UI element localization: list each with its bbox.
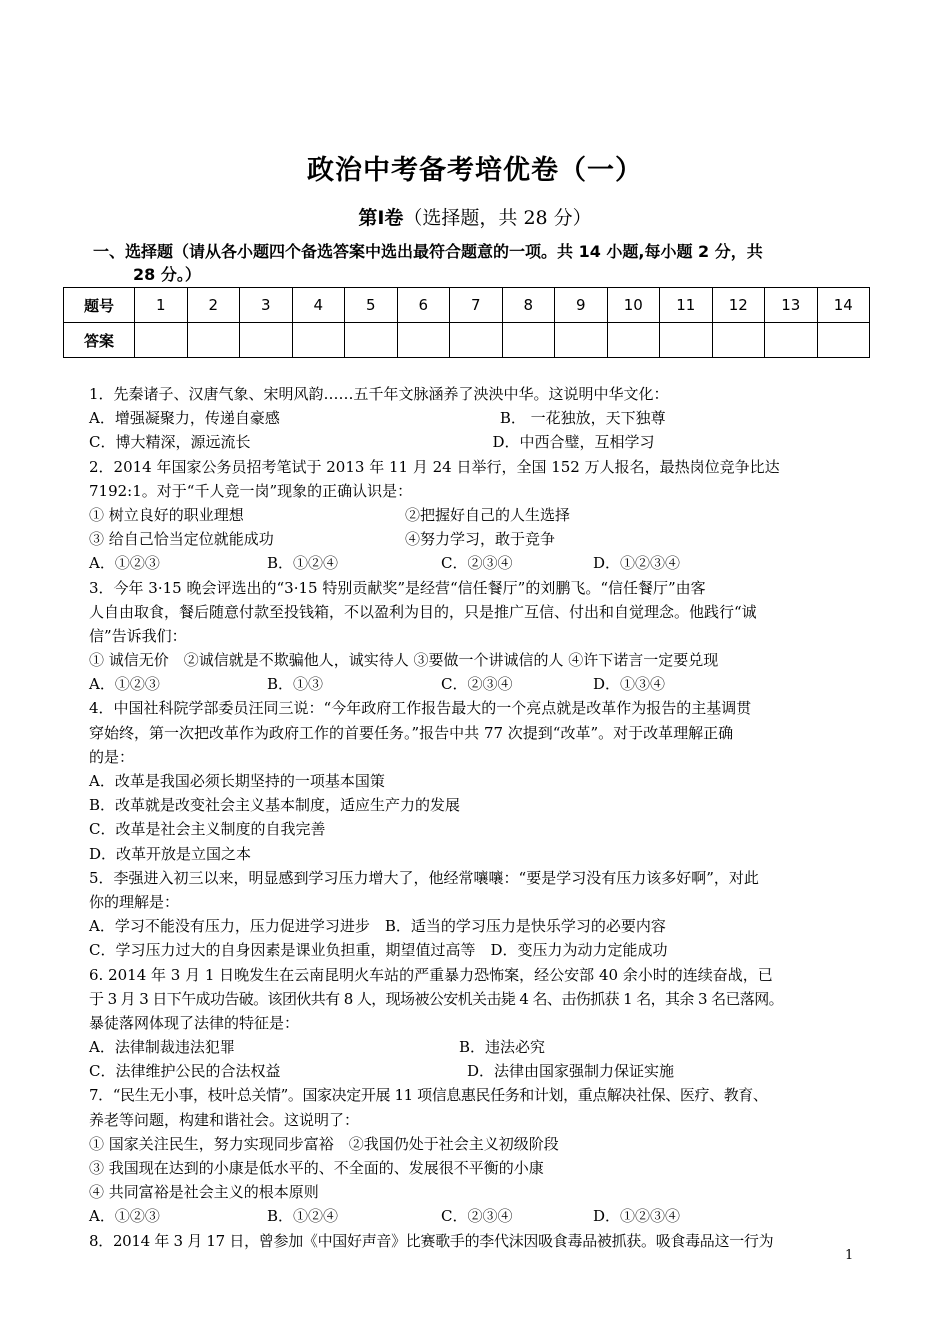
question-number-cell: 4: [292, 288, 345, 323]
q1-options-ab: [89, 406, 864, 430]
exam-title: 政治中考备考培优卷（一）: [307, 155, 643, 186]
q7-option-c: C．②③④: [441, 1207, 513, 1226]
q7-option-b: B．①②④: [267, 1207, 339, 1226]
answer-row-label: 答案: [64, 323, 135, 358]
q7-stem-line2: 养老等问题，构建和谐社会。这说明了：: [89, 1110, 360, 1129]
q5-stem-line1: 5．李强进入初三以来，明显感到学习压力增大了，他经常嚷嚷：“要是学习没有压力该多好啊”，对此: [89, 868, 759, 887]
question-number-cell: 6: [397, 288, 450, 323]
q1-option-b: B． 一花独放，天下独尊: [499, 409, 666, 428]
answer-cell[interactable]: [135, 323, 188, 358]
q6-option-a: A．法律制裁违法犯罪: [89, 1038, 235, 1057]
answer-row: [64, 323, 870, 358]
q3-option-b: B．①③: [267, 675, 324, 694]
q3-options: [89, 672, 864, 696]
question-number-cell: 3: [240, 288, 293, 323]
section-instructions-line1: 一、选择题（请从各小题四个备选答案中选出最符合题意的一项。共 14 小题,每小题 2 分，共: [93, 242, 763, 261]
q1-option-d: D．中西合璧，互相学习: [492, 433, 655, 452]
question-number-cell: 1: [135, 288, 188, 323]
q6-option-b: B．违法必究: [459, 1038, 546, 1057]
section-instructions-line2: 28 分。）: [133, 265, 201, 284]
q5-options-ab: A．学习不能没有压力，压力促进学习进步 B．适当的学习压力是快乐学习的必要内容: [89, 917, 666, 936]
q7-option-a: A．①②③: [89, 1207, 160, 1226]
q3-option-a: A．①②③: [89, 675, 160, 694]
q3-stem-line3: 信”告诉我们：: [89, 626, 187, 645]
q3-stem-line2: 人自由取食，餐后随意付款至投钱箱，不以盈利为目的，只是推广互信、付出和自觉理念。他践行“诚: [89, 602, 757, 621]
answer-cell[interactable]: [240, 323, 293, 358]
answer-cell[interactable]: [397, 323, 450, 358]
q7-option-d: D．①②③④: [593, 1207, 681, 1226]
number-row: [64, 288, 870, 323]
question-number-cell: 10: [607, 288, 660, 323]
q7-stem-line1: 7．“民生无小事，枝叶总关情”。国家决定开展 11 项信息惠民任务和计划，重点解决社保、医疗、教育、: [89, 1086, 768, 1105]
q4-option-b: B．改革就是改变社会主义基本制度，适应生产力的发展: [89, 796, 461, 815]
question-number-cell: 11: [660, 288, 713, 323]
question-number-cell: 13: [765, 288, 818, 323]
question-number-cell: 14: [817, 288, 870, 323]
q2-statements-34: [89, 527, 864, 551]
question-number-cell: 2: [187, 288, 240, 323]
answer-cell[interactable]: [187, 323, 240, 358]
q4-option-a: A．改革是我国必须长期坚持的一项基本国策: [89, 772, 385, 790]
part-subtitle: [0, 203, 950, 230]
number-row-label: 题号: [64, 288, 135, 323]
question-list: [89, 382, 864, 1253]
q2-statement-4: ④努力学习，敢于竞争: [405, 530, 556, 549]
q2-statement-1: ① 树立良好的职业理想: [89, 505, 244, 524]
answer-cell[interactable]: [345, 323, 398, 358]
q7-options: [89, 1204, 864, 1228]
q3-statements: ① 诚信无价 ②诚信就是不欺骗他人，诚实待人 ③要做一个讲诚信的人 ④许下诺言一定要兑现: [89, 651, 719, 670]
q6-options-ab: [89, 1035, 864, 1059]
q4-stem-line2: 穿始终，第一次把改革作为政府工作的首要任务。”报告中共 77 次提到“改革”。对于改革理解正确: [89, 723, 734, 742]
q4-stem-line3: 的是：: [89, 747, 135, 766]
q2-option-d: D．①②③④: [593, 554, 681, 573]
question-number-cell: 9: [555, 288, 608, 323]
q4-option-d: D．改革开放是立国之本: [89, 844, 252, 863]
q2-option-a: A．①②③: [89, 554, 160, 573]
q1-option-a: A．增强凝聚力，传递自豪感: [89, 409, 280, 428]
question-number-cell: 12: [712, 288, 765, 323]
q2-options: [89, 551, 864, 575]
part-description: （选择题，共 28 分）: [403, 207, 592, 229]
answer-cell[interactable]: [660, 323, 713, 358]
q6-stem-line2: 于 3 月 3 日下午成功告破。该团伙共有 8 人，现场被公安机关击毙 4 名、击伤抓获 1 名，其余 3 名已落网。: [89, 989, 784, 1008]
q6-option-c: C．法律维护公民的合法权益: [89, 1062, 281, 1081]
q2-stem-line2: 7192:1。对于“千人竞一岗”现象的正确认识是：: [89, 481, 413, 500]
page-number: 1: [845, 1248, 854, 1263]
q3-option-c: C．②③④: [441, 675, 513, 694]
answer-cell[interactable]: [502, 323, 555, 358]
answer-cell[interactable]: [712, 323, 765, 358]
q3-option-d: D．①③④: [593, 675, 666, 694]
question-number-cell: 8: [502, 288, 555, 323]
q6-stem-line1: 6. 2014 年 3 月 1 日晚发生在云南昆明火车站的严重暴力恐怖案，经公安部 40 余小时的连续奋战，已: [89, 965, 773, 984]
q1-options-cd: [89, 430, 864, 454]
q2-stem-line1: 2．2014 年国家公务员招考笔试于 2013 年 11 月 24 日举行，全国 152 万人报名，最热岗位竞争比达: [89, 457, 780, 476]
q7-statements-12: ① 国家关注民生，努力实现同步富裕 ②我国仍处于社会主义初级阶段: [89, 1134, 559, 1153]
q2-statement-3: ③ 给自己恰当定位就能成功: [89, 530, 274, 549]
q2-statement-2: ②把握好自己的人生选择: [405, 505, 571, 524]
q2-option-b: B．①②④: [267, 554, 339, 573]
q2-statements-12: [89, 503, 864, 527]
q7-statement-4: ④ 共同富裕是社会主义的根本原则: [89, 1183, 319, 1202]
answer-cell[interactable]: [765, 323, 818, 358]
q7-statement-3: ③ 我国现在达到的小康是低水平的、不全面的、发展很不平衡的小康: [89, 1159, 544, 1177]
section-heading: [93, 240, 873, 286]
answer-cell[interactable]: [555, 323, 608, 358]
q4-option-c: C．改革是社会主义制度的自我完善: [89, 820, 326, 839]
question-number-cell: 7: [450, 288, 503, 323]
q6-stem-line3: 暴徒落网体现了法律的特征是：: [89, 1013, 300, 1032]
q8-stem-line1: 8．2014 年 3 月 17 日，曾参加《中国好声音》比赛歌手的李代沫因吸食毒品被抓获。吸食毒品这一行为: [89, 1231, 774, 1250]
q6-options-cd: [89, 1059, 864, 1083]
q5-options-cd: C．学习压力过大的自身因素是课业负担重，期望值过高等 D．变压力为动力定能成功: [89, 941, 668, 960]
question-number-cell: 5: [345, 288, 398, 323]
q6-option-d: D．法律由国家强制力保证实施: [467, 1062, 675, 1081]
answer-cell[interactable]: [607, 323, 660, 358]
q3-stem-line1: 3．今年 3·15 晚会评选出的“3·15 特别贡献奖”是经营“信任餐厅”的刘鹏飞。“信任餐厅”由客: [89, 578, 706, 597]
answer-grid: [63, 287, 870, 358]
q2-option-c: C．②③④: [441, 554, 513, 573]
answer-cell[interactable]: [450, 323, 503, 358]
answer-cell[interactable]: [817, 323, 870, 358]
q5-stem-line2: 你的理解是：: [89, 892, 180, 911]
part-label: 第Ⅰ卷: [358, 207, 404, 229]
q4-stem-line1: 4．中国社科院学部委员汪同三说：“今年政府工作报告最大的一个亮点就是改革作为报告的主基调贯: [89, 699, 752, 718]
answer-cell[interactable]: [292, 323, 345, 358]
q1-stem: 1．先秦诸子、汉唐气象、宋明风韵……五千年文脉涵养了泱泱中华。这说明中华文化：: [89, 385, 669, 403]
q1-option-c: C．博大精深，源远流长: [89, 433, 251, 452]
